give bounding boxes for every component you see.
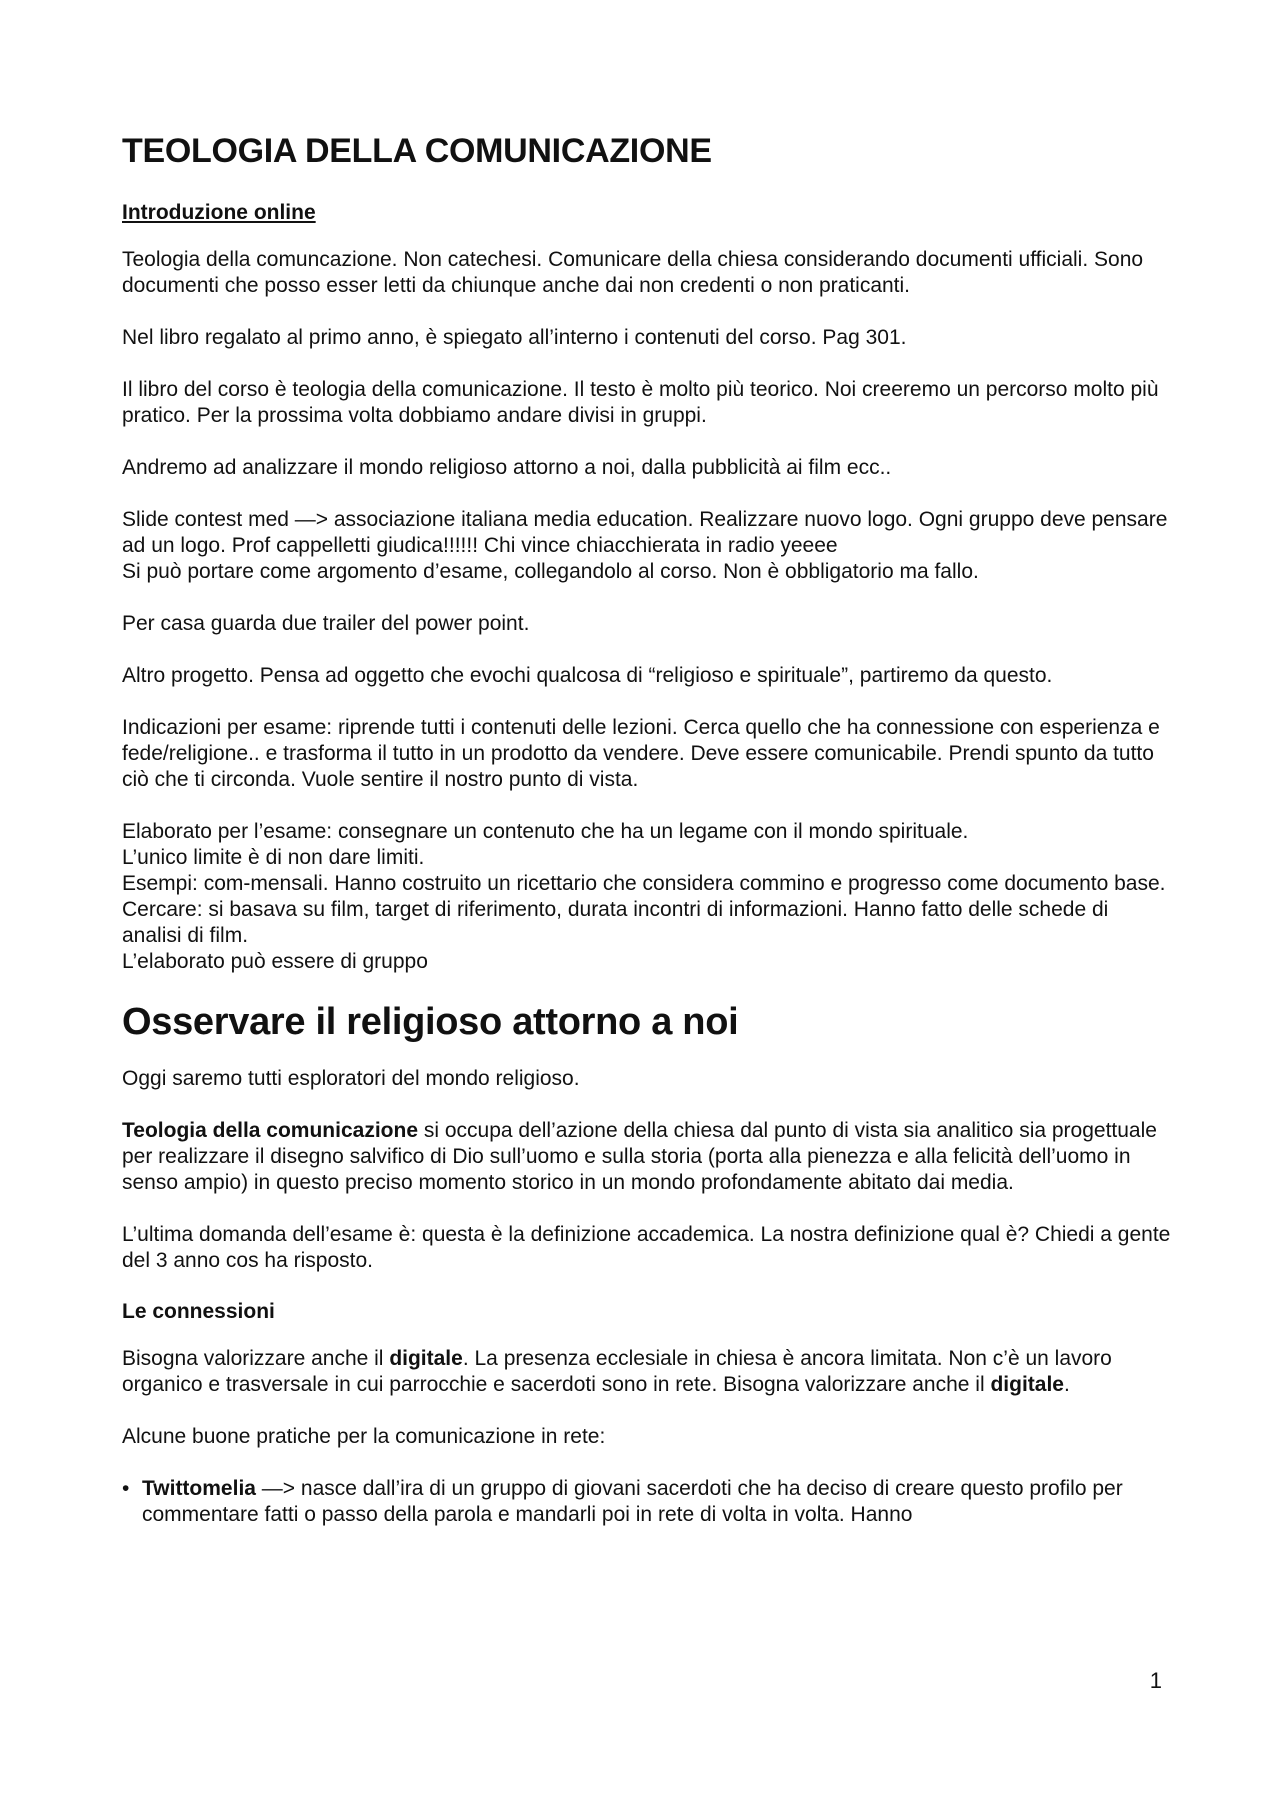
digital-bold: digitale xyxy=(990,1373,1064,1396)
elaborato-line: Elaborato per l’esame: consegnare un contenuto che ha un legame con il mondo spirituale. xyxy=(122,820,969,843)
homework-paragraph: Per casa guarda due trailer del power point. xyxy=(122,612,530,635)
section-title: Osservare il religioso attorno a noi xyxy=(122,1001,739,1043)
elaborato-line: Esempi: com-mensali. Hanno costruito un ricettario che considera commino e progresso come documento base. xyxy=(122,872,1166,895)
digital-bold: digitale xyxy=(389,1347,463,1370)
document-page xyxy=(122,120,1172,1528)
elaborato-line: L’unico limite è di non dare limiti. xyxy=(122,846,425,869)
definition-term: Teologia della comunicazione xyxy=(122,1119,418,1142)
definition-paragraph xyxy=(122,1118,1172,1196)
digital-paragraph xyxy=(122,1346,1172,1398)
contest-note: Si può portare come argomento d’esame, collegandolo al corso. Non è obbligatorio ma fallo. xyxy=(122,560,979,583)
intro-paragraph: Teologia della comuncazione. Non catechesi. Comunicare della chiesa considerando documenti ufficiali. Sono documenti che posso esser letti da chiunque anche dai non credenti o non praticanti. xyxy=(122,248,1144,297)
intro-paragraph: Nel libro regalato al primo anno, è spiegato all’interno i contenuti del corso. Pag 301. xyxy=(122,326,907,349)
exam-question-paragraph: L’ultima domanda dell’esame è: questa è la definizione accademica. La nostra definizione qual è? Chiedi a gente del 3 anno cos ha risposto. xyxy=(122,1223,1171,1272)
practices-list xyxy=(122,1476,1172,1528)
intro-paragraph: Andremo ad analizzare il mondo religioso attorno a noi, dalla pubblicità ai film ecc.. xyxy=(122,456,892,479)
digital-text: Bisogna valorizzare anche il xyxy=(122,1347,390,1370)
practices-intro: Alcune buone pratiche per la comunicazione in rete: xyxy=(122,1425,606,1448)
section-intro: Oggi saremo tutti esploratori del mondo religioso. xyxy=(122,1067,580,1090)
definition-text: si occupa dell’azione della chiesa dal punto di vista sia analitico sia progettuale per realizzare il disegno salvifico di Dio sull’uomo e sulla storia (porta alla pienezza e alla felicità dell’uomo in senso ampio) in questo preciso momento storico in un mondo profondamente abitato dai media. xyxy=(122,1119,1157,1194)
page-number: 1 xyxy=(1149,1668,1162,1693)
digital-text: . La presenza ecclesiale in chiesa è ancora limitata. Non c’è un lavoro organico e trasversale in cui parrocchie e sacerdoti sono in rete. Bisogna valorizzare anche il xyxy=(122,1347,1112,1396)
intro-paragraph: Il libro del corso è teologia della comunicazione. Il testo è molto più teorico. Noi creeremo un percorso molto più pratico. Per la prossima volta dobbiamo andare divisi in gruppi. xyxy=(122,378,1159,427)
elaborato-line: Cercare: si basava su film, target di riferimento, durata incontri di informazioni. Hanno fatto delle schede di analisi di film. xyxy=(122,898,1109,947)
document-title: TEOLOGIA DELLA COMUNICAZIONE xyxy=(122,132,712,170)
twittomelia-term: Twittomelia xyxy=(142,1477,256,1500)
project-paragraph: Altro progetto. Pensa ad oggetto che evochi qualcosa di “religioso e spirituale”, partiremo da questo. xyxy=(122,664,1053,687)
list-item xyxy=(122,1476,1172,1528)
contest-paragraph: Slide contest med —> associazione italiana media education. Realizzare nuovo logo. Ogni gruppo deve pensare ad un logo. Prof cappelletti giudica!!!!!! Chi vince chiacchierata in radio yeeee xyxy=(122,508,1168,557)
exam-indications-paragraph: Indicazioni per esame: riprende tutti i contenuti delle lezioni. Cerca quello che ha connessione con esperienza e fede/religione.. e trasforma il tutto in un prodotto da vendere. Deve essere comunicabile. Prendi spunto da tutto ciò che ti circonda. Vuole sentire il nostro punto di vista. xyxy=(122,716,1160,791)
digital-text: . xyxy=(1063,1373,1070,1396)
twittomelia-text: —> nasce dall’ira di un gruppo di giovani sacerdoti che ha deciso di creare questo profilo per commentare fatti o passo della parola e mandarli poi in rete di volta in volta. Hanno xyxy=(142,1477,1123,1526)
intro-heading: Introduzione online xyxy=(122,201,316,224)
elaborato-line: L’elaborato può essere di gruppo xyxy=(122,950,428,973)
bullet-marker: • xyxy=(122,1477,130,1500)
connections-heading: Le connessioni xyxy=(122,1300,275,1323)
